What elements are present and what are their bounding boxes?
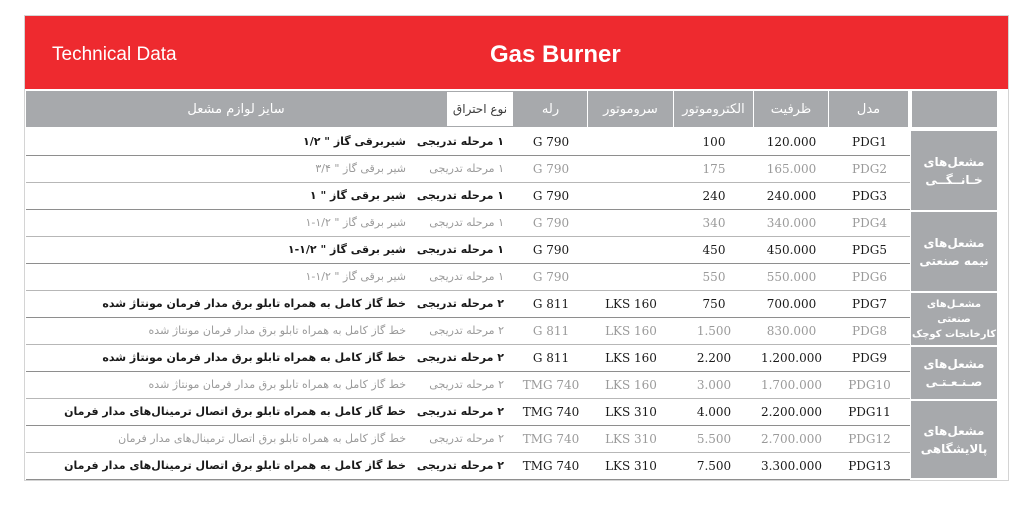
table-row: [26, 291, 910, 318]
cell-combustion: ۲ مرحله تدریجی: [416, 351, 504, 364]
table-row: [26, 264, 910, 291]
cell-relay: G 790: [532, 243, 570, 257]
cell-accessories: خط گاز کامل به همراه تابلو برق اتصال ترمینال‌های مدار فرمان: [118, 432, 406, 445]
header-combustion: نوع احتراق: [446, 91, 514, 127]
table-row: [26, 453, 910, 480]
group-household: مشعل‌های خـانــگــی: [911, 129, 997, 210]
header-model: مدل: [829, 91, 910, 127]
header-motor: الکتروموتور: [674, 91, 754, 127]
cell-combustion: ۱ مرحله تدریجی: [429, 270, 504, 283]
group-semi-industrial: مشعل‌های نیمه صنعتی: [911, 210, 997, 291]
cell-model: PDG12: [848, 432, 891, 446]
table-row: [26, 237, 910, 264]
cell-motor: 1.500: [696, 324, 732, 338]
group-small-factory: مشعـل‌های صنعتی کارخانجات کوچک: [911, 291, 997, 345]
table-row: [26, 183, 910, 210]
table-row: [26, 345, 910, 372]
group-refinery: مشعل‌های پالایشگاهی: [911, 399, 997, 478]
cell-servo: [588, 237, 674, 263]
cell-capacity: 1.200.000: [760, 351, 823, 365]
cell-relay: G 790: [532, 162, 570, 176]
cell-motor: 450: [702, 243, 726, 257]
cell-model: PDG2: [852, 162, 887, 176]
cell-relay: G 790: [532, 189, 570, 203]
table-row: [26, 318, 910, 345]
cell-servo: LKS 310: [605, 405, 657, 419]
cell-capacity: 1.700.000: [760, 378, 823, 392]
technical-data-title: Technical Data: [52, 44, 177, 65]
cell-model: PDG4: [852, 216, 887, 230]
header-group-blank: [912, 91, 997, 127]
header-capacity: ظرفیت: [754, 91, 829, 127]
table-row: [26, 156, 910, 183]
cell-servo: LKS 310: [605, 432, 657, 446]
cell-relay: G 790: [532, 270, 570, 284]
cell-servo: LKS 310: [605, 459, 657, 473]
cell-combustion: ۲ مرحله تدریجی: [429, 324, 504, 337]
table-row: [26, 426, 910, 453]
cell-model: PDG5: [852, 243, 887, 257]
cell-capacity: 240.000: [766, 189, 817, 203]
cell-combustion: ۲ مرحله تدریجی: [416, 297, 504, 310]
cell-motor: 4.000: [696, 405, 732, 419]
cell-accessories: خط گاز کامل به همراه تابلو برق اتصال ترمینال‌های مدار فرمان: [64, 405, 406, 418]
cell-relay: G 811: [532, 297, 570, 311]
cell-motor: 550: [702, 270, 726, 284]
cell-servo: [588, 129, 674, 155]
cell-motor: 2.200: [696, 351, 732, 365]
table-row: [26, 210, 910, 237]
cell-accessories: شیر برقی گاز " ۱/۲-۱: [305, 270, 406, 283]
cell-model: PDG7: [852, 297, 887, 311]
cell-model: PDG8: [852, 324, 887, 338]
cell-servo: [588, 183, 674, 209]
cell-combustion: ۲ مرحله تدریجی: [429, 378, 504, 391]
cell-accessories: خط گاز کامل به همراه تابلو برق مدار فرمان مونتاژ شده: [102, 351, 406, 364]
cell-motor: 3.000: [696, 378, 732, 392]
cell-servo: [588, 264, 674, 290]
cell-relay: G 790: [532, 216, 570, 230]
cell-accessories: شیر برقی گاز " ۱/۲-۱: [287, 243, 406, 256]
table-row: [26, 399, 910, 426]
cell-accessories: خط گاز کامل به همراه تابلو برق مدار فرمان مونتاژ شده: [102, 297, 406, 310]
cell-model: PDG9: [852, 351, 887, 365]
header-accessories: سایز لوازم مشعل: [26, 91, 446, 127]
title-banner: [25, 16, 1008, 89]
cell-combustion: ۲ مرحله تدریجی: [416, 459, 504, 472]
cell-accessories: شیربرقی گاز " ۱/۲: [303, 135, 406, 148]
cell-combustion: ۲ مرحله تدریجی: [429, 432, 504, 445]
cell-capacity: 2.200.000: [760, 405, 823, 419]
cell-combustion: ۱ مرحله تدریجی: [416, 243, 504, 256]
cell-motor: 750: [702, 297, 726, 311]
cell-accessories: شیر برقی گاز " ۱: [309, 189, 406, 202]
header-servo: سروموتور: [588, 91, 674, 127]
cell-motor: 240: [702, 189, 726, 203]
cell-capacity: 700.000: [766, 297, 817, 311]
cell-model: PDG11: [848, 405, 891, 419]
cell-capacity: 830.000: [766, 324, 817, 338]
cell-accessories: خط گاز کامل به همراه تابلو برق مدار فرمان مونتاژ شده: [148, 324, 406, 337]
cell-relay: TMG 740: [522, 459, 580, 473]
cell-motor: 7.500: [696, 459, 732, 473]
group-industrial: مشعل‌های صـنـعـتـی: [911, 345, 997, 399]
cell-accessories: شیر برقی گاز " ۱/۲-۱: [305, 216, 406, 229]
cell-relay: G 790: [532, 135, 570, 149]
cell-servo: [588, 210, 674, 236]
header-relay: رله: [514, 91, 588, 127]
cell-accessories: شیر برقی گاز " ۳/۴: [315, 162, 406, 175]
cell-servo: LKS 160: [605, 378, 657, 392]
cell-relay: TMG 740: [522, 378, 580, 392]
cell-motor: 175: [702, 162, 726, 176]
cell-relay: TMG 740: [522, 405, 580, 419]
table-row: [26, 372, 910, 399]
cell-model: PDG3: [852, 189, 887, 203]
cell-relay: G 811: [532, 324, 570, 338]
cell-model: PDG6: [852, 270, 887, 284]
cell-capacity: 3.300.000: [760, 459, 823, 473]
cell-accessories: خط گاز کامل به همراه تابلو برق مدار فرمان مونتاژ شده: [148, 378, 406, 391]
cell-capacity: 120.000: [766, 135, 817, 149]
table-row: [26, 129, 910, 156]
cell-servo: [588, 156, 674, 182]
cell-model: PDG1: [852, 135, 887, 149]
cell-combustion: ۱ مرحله تدریجی: [416, 135, 504, 148]
cell-motor: 5.500: [696, 432, 732, 446]
cell-servo: LKS 160: [605, 297, 657, 311]
cell-combustion: ۲ مرحله تدریجی: [416, 405, 504, 418]
cell-capacity: 550.000: [766, 270, 817, 284]
cell-accessories: خط گاز کامل به همراه تابلو برق اتصال ترمینال‌های مدار فرمان: [64, 459, 406, 472]
cell-model: PDG10: [848, 378, 891, 392]
cell-capacity: 2.700.000: [760, 432, 823, 446]
cell-combustion: ۱ مرحله تدریجی: [429, 216, 504, 229]
cell-combustion: ۱ مرحله تدریجی: [416, 189, 504, 202]
cell-relay: TMG 740: [522, 432, 580, 446]
cell-capacity: 450.000: [766, 243, 817, 257]
cell-capacity: 165.000: [766, 162, 817, 176]
cell-model: PDG13: [848, 459, 891, 473]
cell-servo: LKS 160: [605, 324, 657, 338]
cell-motor: 100: [702, 135, 726, 149]
cell-servo: LKS 160: [605, 351, 657, 365]
cell-motor: 340: [702, 216, 726, 230]
cell-capacity: 340.000: [766, 216, 817, 230]
cell-relay: G 811: [532, 351, 570, 365]
cell-combustion: ۱ مرحله تدریجی: [429, 162, 504, 175]
gas-burner-title: Gas Burner: [490, 41, 621, 68]
